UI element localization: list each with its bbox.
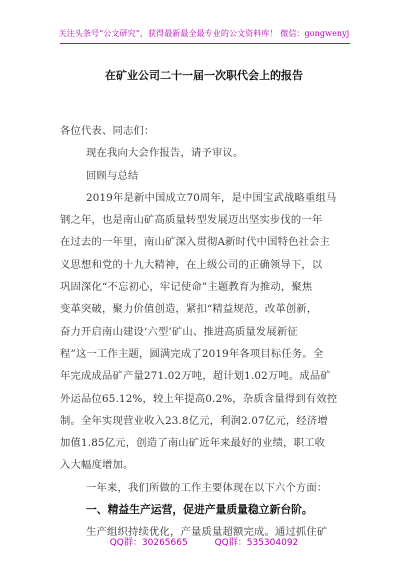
footer-contact: [0, 535, 408, 548]
paragraph-line: 奋力开启南山建设‘六型’矿山、推进高质量发展新征: [60, 325, 298, 338]
paragraph-line: 程”这一工作主题，圆满完成了2019年各项目标任务。全: [60, 347, 324, 360]
paragraph-line: 年完成成品矿产量271.02万吨，超计划1.02万吨。成品矿: [60, 370, 331, 383]
paragraph-line: 入大幅度增加。: [60, 459, 134, 472]
summary-line: 一年来，我们所做的工作主要体现在以下六个方面：: [86, 481, 328, 494]
paragraph-line: 外运品位65.12%，较上年提高0.2%，杂质含量得到有效控: [60, 392, 338, 405]
paragraph-line: 变革突破，聚力价值创造，紧扣“精益规范，改革创新，: [60, 303, 318, 316]
paragraph-line: 钢之年，也是南山矿高质量转型发展迈出坚实步伐的一年: [60, 214, 323, 227]
paragraph-line: 生产组织持续优化，产量质量超额完成。通过抓住矿: [86, 526, 328, 539]
paragraph-line: 义思想和党的十九大精神，在上级公司的正确领导下，以: [60, 258, 323, 271]
paragraph-line: 2019年是新中国成立70周年，是中国宝武战略重组马: [86, 191, 337, 204]
paragraph-line: 加值1.85亿元，创造了南山矿近年来最好的业绩，职工收: [60, 437, 326, 450]
paragraph-line: 巩固深化“不忘初心，牢记使命”主题教育为推动，聚焦: [60, 281, 313, 294]
footer-qq-group-1: QQ群：30265665: [109, 538, 188, 548]
document-title: 在矿业公司二十一届一次职代会上的报告: [105, 69, 303, 82]
header-divider: [60, 43, 350, 44]
header-banner: 关注头条号“公文研究”，获得最新最全最专业的公文资料库！ 微信：gongwenyj: [58, 29, 350, 38]
section-heading: 一、精益生产运营，促进产量质量稳立新台阶。: [86, 503, 313, 517]
document-body: [60, 120, 350, 544]
paragraph-line: 在过去的一年里，南山矿深入贯彻A新时代中国特色社会主: [60, 236, 331, 249]
salutation: 各位代表、同志们：: [60, 125, 155, 137]
footer-qq-group-2: QQ群：535304092: [214, 538, 299, 548]
section-label: 回顾与总结: [86, 169, 139, 182]
paragraph-line: 制。全年实现营业收入23.8亿元，利润2.07亿元，经济增: [60, 414, 328, 427]
intro-line: 现在我向大会作报告，请予审议。: [86, 147, 244, 160]
